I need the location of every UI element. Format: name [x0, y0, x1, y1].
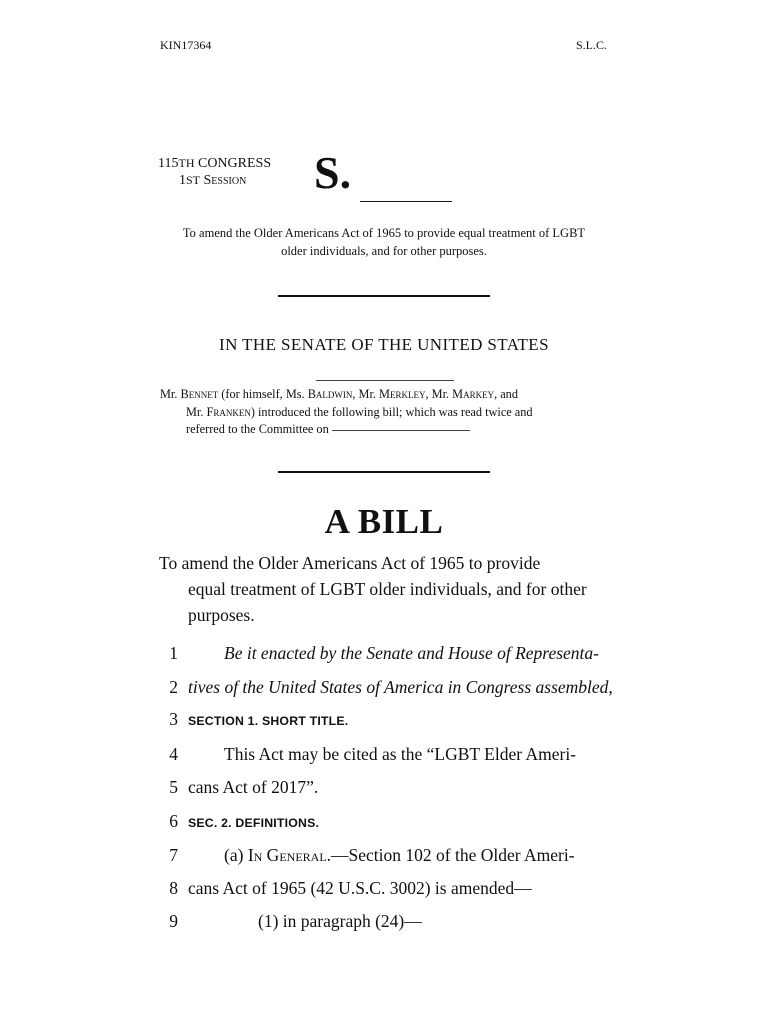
divider-rule	[278, 471, 490, 473]
document-id: KIN17364	[160, 38, 212, 52]
intro-line-2: Mr. Franken) introduced the following bill; which was read twice and	[186, 404, 533, 419]
divider-rule-thin	[316, 380, 454, 381]
bill-prefix: S.	[314, 147, 352, 198]
line-number: 6	[169, 811, 178, 831]
session-word: Session	[203, 173, 247, 188]
sponsor-name: Bennet	[180, 387, 219, 401]
congress-line	[158, 155, 271, 172]
body-text: cans Act of 1965 (42 U.S.C. 3002) is amended—	[188, 878, 532, 898]
line-number: 1	[169, 643, 178, 663]
introduction-paragraph	[160, 386, 610, 439]
long-purpose-line: purposes.	[188, 605, 255, 625]
cosponsor-name: Merkley	[379, 387, 426, 401]
line-number: 4	[169, 744, 178, 764]
line-number: 5	[169, 777, 178, 797]
enacting-clause: tives of the United States of America in Congress assembled,	[188, 677, 613, 697]
cosponsor-name: Franken	[206, 404, 251, 419]
section-heading: SECTION 1. SHORT TITLE.	[188, 714, 349, 728]
body-text: This Act may be cited as the “LGBT Elder Ameri-	[224, 744, 577, 764]
session-number-suffix: ST	[186, 173, 201, 187]
committee-blank	[332, 430, 470, 431]
intro-line-1: Mr. Bennet (for himself, Ms. Baldwin, Mr. Merkley, Mr. Markey, and	[160, 387, 518, 401]
document-tag: S.L.C.	[576, 38, 608, 52]
long-purpose-line: equal treatment of LGBT older individuals, and for other	[188, 579, 587, 599]
line-number: 3	[169, 709, 178, 729]
session-number: 1	[179, 173, 186, 188]
senate-heading: IN THE SENATE OF THE UNITED STATES	[219, 335, 549, 354]
divider-rule	[278, 295, 490, 297]
short-purpose: To amend the Older Americans Act of 1965 to provide equal treatment of LGBT older individuals, and for other purposes.	[182, 226, 586, 258]
intro-line-3: referred to the Committee on	[160, 421, 610, 439]
enacting-clause: Be it enacted by the Senate and House of Representa-	[224, 643, 599, 663]
congress-session-block	[158, 155, 271, 189]
line-number: 2	[169, 677, 178, 697]
bill-number-blank	[360, 201, 452, 202]
body-text: (1) in paragraph (24)—	[258, 911, 422, 931]
session-line	[158, 172, 271, 189]
cosponsor-name: Baldwin	[307, 387, 353, 401]
line-number: 9	[169, 911, 178, 931]
line-number: 7	[169, 845, 178, 865]
long-purpose	[159, 550, 611, 628]
long-purpose-line: To amend the Older Americans Act of 1965 to provide	[159, 553, 541, 573]
line-number: 8	[169, 878, 178, 898]
cosponsor-name: Markey	[452, 387, 495, 401]
bill-title: A BILL	[324, 502, 444, 541]
body-text: (a) In General.—Section 102 of the Older Ameri-	[224, 845, 575, 865]
congress-number-suffix: TH	[178, 156, 195, 170]
congress-word: CONGRESS	[197, 156, 272, 171]
section-heading: SEC. 2. DEFINITIONS.	[188, 816, 320, 830]
body-text: cans Act of 2017”.	[188, 777, 319, 797]
subsection-heading: In General	[247, 845, 327, 865]
congress-number: 115	[158, 156, 179, 171]
